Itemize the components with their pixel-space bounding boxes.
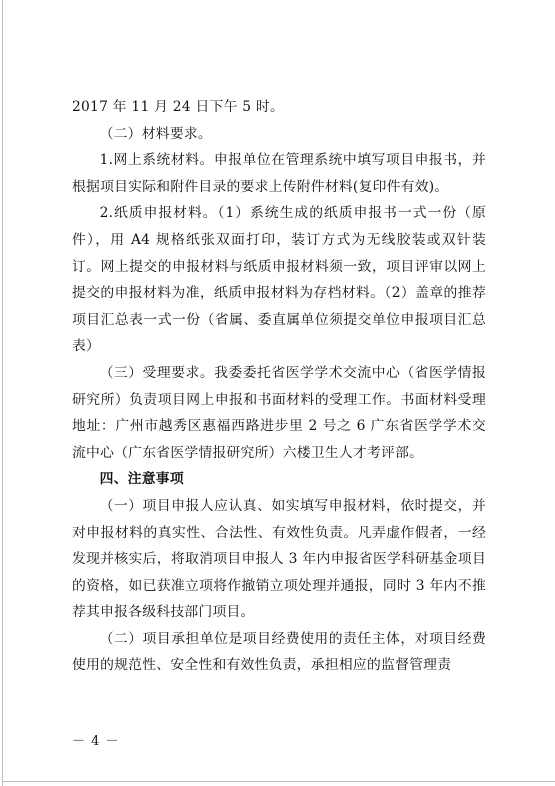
paragraph-material-requirements: （二）材料要求。 xyxy=(99,125,212,142)
paragraph-applicant-responsibility: （一）项目申报人应认真、如实填写申报材料，依时提交，并对申报材料的真实性、合法性、有效性负责。凡弄虚作假者，一经发现并核实后，将取消项目申报人 3 年内申报省医学科研基金项目的资格，如已获准立项将作撤销立项处理并通报，同时 3 年内不推荐其申报各级科技部门项目。 xyxy=(72,497,486,621)
paragraph-acceptance-requirements: （三）受理要求。我委委托省医学学术交流中心（省医学情报研究所）负责项目网上申报和书面材料的受理工作。书面材料受理地址：广州市越秀区惠福西路进步里 2 号之 6 广东省医学学术交流中心（广东省医学情报研究所）六楼卫生人才考评部。 xyxy=(72,364,486,461)
paragraph-unit-responsibility: （二）项目承担单位是项目经费使用的责任主体，对项目经费使用的规范性、安全性和有效性负责，承担相应的监督管理责 xyxy=(72,630,486,674)
paragraph-paper-materials: 2.纸质申报材料。（1）系统生成的纸质申报书一式一份（原件），用 A4 规格纸张双面打印，装订方式为无线胶装或双针装订。网上提交的申报材料与纸质申报材料须一致，项目评审以网上提交的申报材料为准，纸质申报材料为存档材料。（2）盖章的推荐项目汇总表一式一份（省属、委直属单位须提交单位申报项目汇总表） xyxy=(72,205,486,355)
page-number: － 4 － xyxy=(72,734,120,749)
paragraph-deadline: 2017 年 11 月 24 日下午 5 时。 xyxy=(72,99,285,115)
page-edge-bottom xyxy=(2,781,555,782)
paragraph-online-materials: 1.网上系统材料。申报单位在管理系统中填写项目申报书，并根据项目实际和附件目录的要求上传附件材料(复印件有效)。 xyxy=(72,152,486,195)
page-edge-left xyxy=(2,0,3,786)
body-text xyxy=(72,94,486,679)
section-heading-notes: 四、注意事项 xyxy=(99,471,184,488)
